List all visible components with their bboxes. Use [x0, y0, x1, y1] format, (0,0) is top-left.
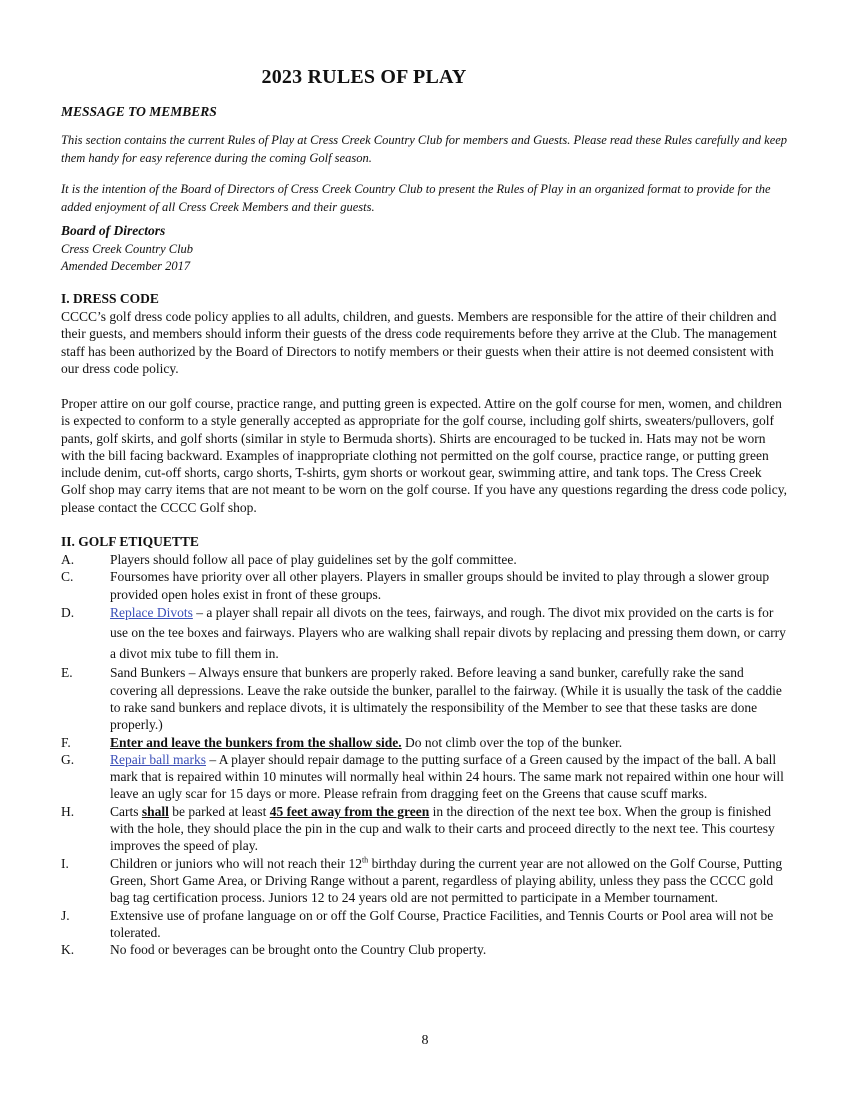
- list-item: [61, 751, 789, 803]
- list-item-text: Players should follow all pace of play guidelines set by the golf committee.: [110, 552, 517, 567]
- page-title: 2023 RULES OF PLAY: [261, 66, 467, 88]
- golf-etiquette-heading: II. GOLF ETIQUETTE: [61, 534, 199, 549]
- signature-amended: Amended December 2017: [61, 259, 191, 273]
- signature-club: Cress Creek Country Club: [61, 242, 194, 256]
- list-item-text-mid: be parked at least: [168, 803, 270, 819]
- list-item-letter: K.: [61, 942, 75, 958]
- list-item-letter: G.: [61, 751, 75, 767]
- list-item-text: No food or beverages can be brought onto the Country Club property.: [110, 942, 487, 958]
- list-item-text: – A player should repair damage to the putting surface of a Green caused by the impact of the ball. A ball mark that is repaired within 10 minutes will normally heal within 24 hours. The same mark not repaired within one hour will leave an ugly scar for 15 days or more. Please refrain from dragging feet on the Greens that cause scuff marks.: [110, 751, 784, 802]
- list-item-letter: F.: [61, 734, 71, 750]
- dress-code-heading: I. DRESS CODE: [61, 291, 159, 306]
- message-heading: MESSAGE TO MEMBERS: [61, 104, 217, 119]
- list-item-text-pre: Carts: [110, 803, 142, 819]
- etiquette-list: [61, 551, 789, 958]
- dress-code-paragraph-1: CCCC’s golf dress code policy applies to all adults, children, and guests. Members are responsible for the attire of their children and their guests, and members should inform their guests of the dress code requirements before they arrive at the Club. The management staff has been authorized by the Board of Directors to notify members or their guests when their attire is not deemed consistent with our dress code policy.: [61, 309, 777, 376]
- list-item-text: Extensive use of profane language on or off the Golf Course, Practice Facilities, and Tennis Courts or Pool area will not be tolerated.: [110, 907, 774, 940]
- list-item-text: Sand Bunkers – Always ensure that bunkers are properly raked. Before leaving a sand bunker, carefully rake the sand covering all depressions. Leave the rake outside the bunker, parallel to the fairway. (While it is usually the task of the caddie to rake sand bunkers and replace divots, it is ultimately the responsibility of the Member to see that these tasks are done properly.): [110, 665, 782, 733]
- shall-emphasis: shall: [141, 803, 169, 819]
- list-item: [61, 734, 789, 751]
- list-item-text: in the direction of the next tee box. When the group is finished with the hole, they should place the pin in the cup and walk to their carts and proceed directly to the next tee. This courtesy improves the speed of play.: [110, 803, 775, 854]
- message-paragraph-1: This section contains the current Rules of Play at Cress Creek Country Club for members and Guests. Please read these Rules carefully and keep them handy for easy reference during the coming Golf season.: [61, 133, 788, 165]
- list-item: [61, 568, 789, 603]
- list-item-letter: J.: [61, 907, 70, 923]
- list-item-letter: H.: [61, 803, 75, 819]
- distance-emphasis: 45 feet away from the green: [269, 803, 430, 819]
- list-item-letter: I.: [61, 855, 69, 871]
- list-item: [61, 603, 789, 665]
- list-item: [61, 907, 789, 942]
- replace-divots-link[interactable]: Replace Divots: [110, 604, 193, 620]
- list-item: [61, 551, 789, 568]
- list-item-text: – a player shall repair all divots on the tees, fairways, and rough. The divot mix provided on the carts is for use on the tee boxes and fairways. Players who are walking shall repair divots by replacing and pressing them down, or carry a divot mix tube to fill them in.: [110, 604, 786, 661]
- list-item-text: Do not climb over the top of the bunker.: [401, 734, 623, 750]
- list-item: [61, 941, 789, 958]
- bunker-emphasis: Enter and leave the bunkers from the shallow side.: [110, 734, 402, 750]
- list-item-text: Foursomes have priority over all other players. Players in smaller groups should be invited to play through a slower group provided open holes exist in front of these groups.: [110, 569, 770, 602]
- list-item-text: birthday during the current year are not allowed on the Golf Course, Putting Green, Short Game Area, or Driving Range without a parent, regardless of playing ability, unless they pass the CCCC gold bag tag certification process. Juniors 12 to 24 years old are not permitted to participate in a Member tournament.: [110, 855, 783, 906]
- message-paragraph-2: It is the intention of the Board of Directors of Cress Creek Country Club to present the Rules of Play in an organized format to provide for the added enjoyment of all Cress Creek Members and their guests.: [61, 182, 771, 214]
- list-item-letter: A.: [61, 552, 75, 567]
- list-item: [61, 664, 789, 733]
- dress-code-paragraph-2: Proper attire on our golf course, practice range, and putting green is expected. Attire on the golf course for men, women, and children is expected to conform to a style generally accepted as appropriate for the golf course, including golf shirts, sweaters/pullovers, golf pants, golf skirts, and golf shorts (similar in style to Bermuda shorts). Shirts are encouraged to be tucked in. Hats may not be worn with the bill facing backward. Examples of inappropriate clothing not permitted on the golf course, practice range, or putting green include denim, cut-off shorts, cargo shorts, T-shirts, gym shorts or workout gear, swimming attire, and tank tops. The Cress Creek Golf shop may carry items that are not meant to be worn on the golf course. If you have any questions regarding the dress code policy, please contact the CCCC Golf shop.: [61, 396, 788, 515]
- superscript: th: [361, 855, 369, 865]
- list-item-letter: E.: [61, 665, 73, 681]
- list-item-letter: D.: [61, 604, 75, 620]
- repair-ball-marks-link[interactable]: Repair ball marks: [110, 751, 206, 767]
- list-item: [61, 803, 789, 855]
- page-number: 8: [421, 1033, 429, 1048]
- list-item: [61, 855, 789, 907]
- list-item-text-pre: Children or juniors who will not reach their 12: [110, 855, 362, 871]
- list-item-letter: C.: [61, 569, 74, 585]
- signature-heading: Board of Directors: [61, 223, 166, 238]
